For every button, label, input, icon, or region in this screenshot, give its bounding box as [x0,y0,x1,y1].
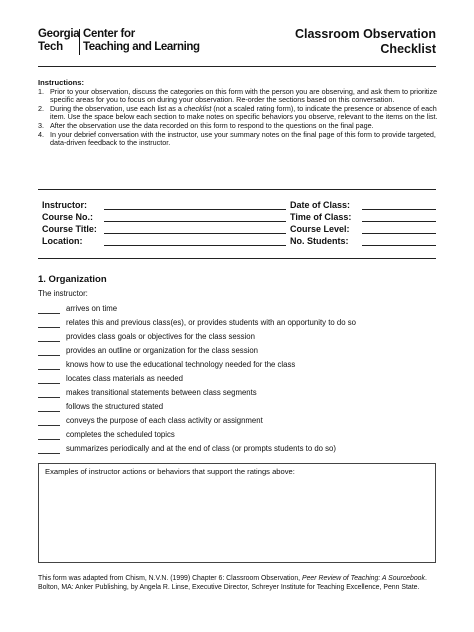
logo-georgia: Georgia [38,28,80,40]
title-line-1: Classroom Observation [294,27,436,41]
instructor-field[interactable] [104,209,286,210]
course-title-field[interactable] [104,233,286,234]
instructions [38,79,438,148]
instructor-label: Instructor: [42,200,87,210]
section-intro: The instructor: [38,289,88,298]
time-of-class-label: Time of Class: [290,212,352,222]
info-top-rule [38,189,436,190]
check-blank[interactable] [38,453,60,454]
check-blank[interactable] [38,439,60,440]
course-no-field[interactable] [104,221,286,222]
course-info [42,200,442,250]
course-level-field[interactable] [362,233,436,234]
logo-center-for: Center for [83,28,135,40]
check-blank[interactable] [38,341,60,342]
logo [38,28,200,58]
check-blank[interactable] [38,397,60,398]
footer-citation: This form was adapted from Chism, N.V.N. (1999) Chapter 6: Classroom Observation, Peer Review of Teaching: A Sourcebook. Bolton, MA: Anker Publishing, by Angela R. Linse, Executive Director, Schreyer Institute for Teaching Excellence, Penn State. [38,575,427,591]
notes-box[interactable] [38,463,436,563]
instructions-list [38,88,438,148]
location-field[interactable] [104,245,286,246]
location-label: Location: [42,236,83,246]
course-title-label: Course Title: [42,224,97,234]
time-of-class-field[interactable] [362,221,436,222]
no-students-field[interactable] [362,245,436,246]
page-title [295,27,436,57]
logo-tech: Tech [38,41,63,53]
notes-label: Examples of instructor actions or behaviors that support the ratings above: [45,467,295,476]
info-bottom-rule [38,258,436,259]
title-line-2: Checklist [380,42,436,56]
check-blank[interactable] [38,425,60,426]
date-of-class-field[interactable] [362,209,436,210]
header-rule [38,66,436,67]
check-blank[interactable] [38,355,60,356]
instruction-item: 2. During the observation, use each list as a checklist (not a scaled rating form), to indicate the presence or absence of each item. Use the space below each section to make notes on specific behaviors you observe, relevant to the items on the list. [38,103,438,122]
instruction-item: 1. Prior to your observation, discuss the categories on this form with the person you are observing, and ask them to prioritize specific areas for you to focus on during your observation. Re-order the sections based on this conversation. [38,86,438,105]
section-heading: 1. Organization [38,274,107,285]
course-no-label: Course No.: [42,212,94,222]
course-level-label: Course Level: [290,224,350,234]
logo-teaching-learning: Teaching and Learning [83,41,200,53]
check-blank[interactable] [38,411,60,412]
date-of-class-label: Date of Class: [290,200,351,210]
check-blank[interactable] [38,327,60,328]
check-blank[interactable] [38,313,60,314]
check-blank[interactable] [38,383,60,384]
check-blank[interactable] [38,369,60,370]
logo-divider [79,29,80,55]
instruction-item: 3. After the observation use the data recorded on this form to respond to the questions on the final page. [38,120,374,130]
no-students-label: No. Students: [290,236,349,246]
instruction-item: 4. In your debrief conversation with the instructor, use your summary notes on the final page of this form to provide targeted, data-driven feedback to the instructor. [38,129,436,148]
instructions-heading: Instructions: [38,78,84,87]
